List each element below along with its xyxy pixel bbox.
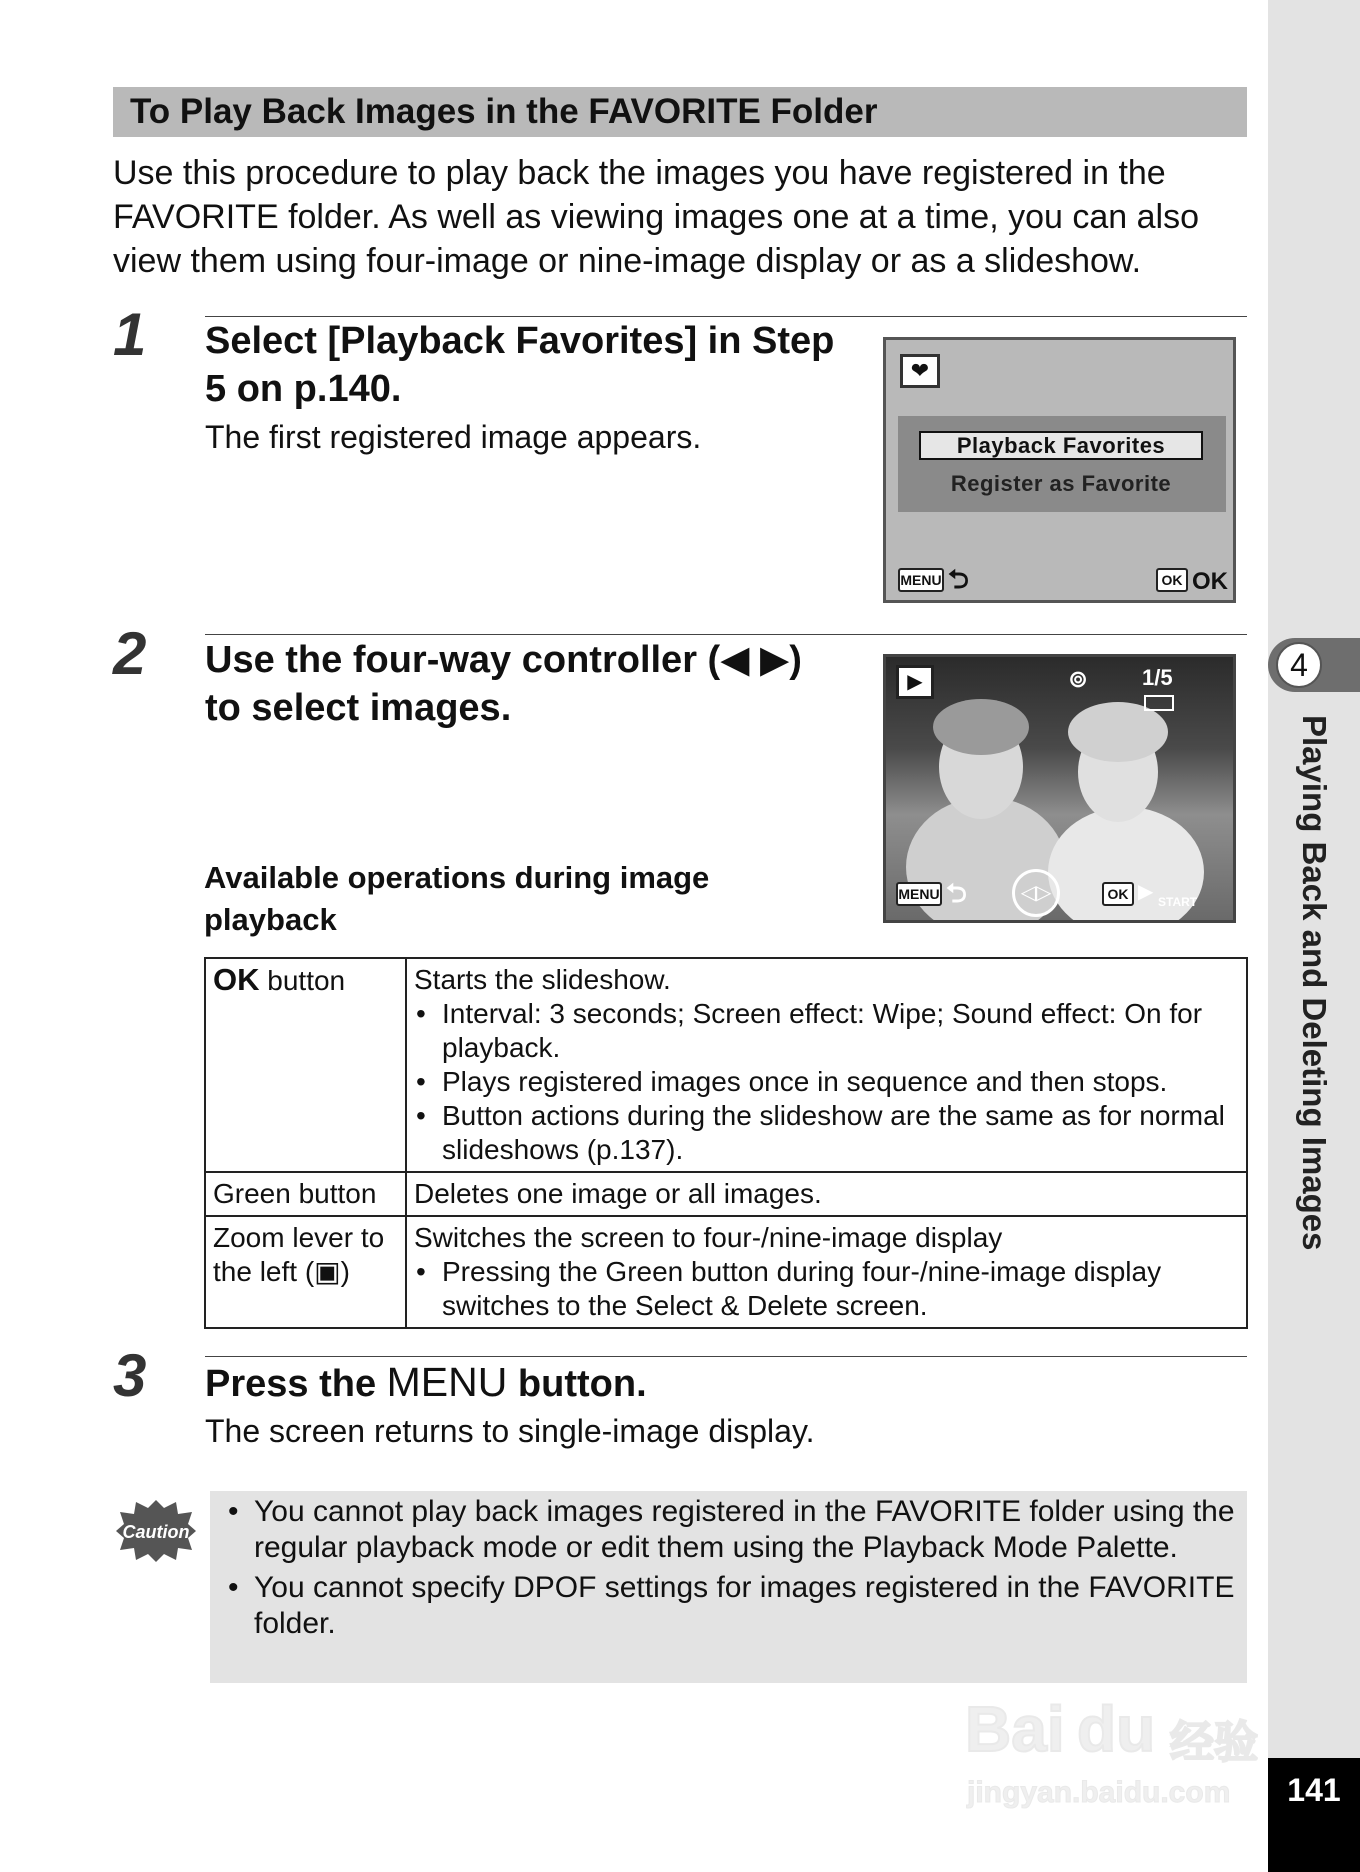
watermark-brand: Bai (965, 1693, 1065, 1765)
list-item: • Plays registered images once in sequence and then stops. (442, 1065, 1240, 1099)
page-number: 141 (1287, 1772, 1341, 1808)
step-title-text: Press the (205, 1363, 387, 1405)
step-title (205, 1358, 647, 1408)
baidu-watermark (965, 1672, 1265, 1822)
step-number: 2 (113, 620, 147, 687)
chapter-number: 4 (1276, 642, 1322, 688)
playback-favorite-icon: ▶ (896, 665, 934, 699)
description-cell (406, 958, 1247, 1172)
multi-image-display-icon: ▣ (314, 1256, 341, 1287)
list-item: • Button actions during the slideshow are the same as for normal slideshows (p.137). (442, 1099, 1240, 1167)
step-number: 3 (113, 1342, 147, 1409)
menu-key-label: MENU (386, 1359, 508, 1405)
chapter-title: Playing Back and Deleting Images (1296, 715, 1333, 1251)
child-right-hair (1068, 702, 1168, 762)
caution-badge-label: Caution (122, 1522, 190, 1542)
caution-badge (116, 1500, 196, 1562)
child-left-hair (933, 699, 1029, 755)
children-photo (886, 657, 1233, 920)
operations-subtitle: Available operations during image playback (204, 860, 710, 937)
list-item: • You cannot play back images registered in the FAVORITE folder using the regular playback mode or edit them using the Playback Mode Palette. (254, 1494, 1264, 1566)
table-row (205, 1216, 1247, 1328)
bullet-list (414, 997, 1240, 1167)
menu-item-register-favorite[interactable]: Register as Favorite (950, 471, 1172, 496)
description-text: Switches the screen to four-/nine-image display (414, 1222, 1003, 1253)
list-item: • You cannot specify DPOF settings for images registered in the FAVORITE folder. (254, 1570, 1264, 1642)
description-text: Starts the slideshow. (414, 964, 671, 995)
back-arrow-icon: ⮌ (946, 878, 967, 908)
slideshow-play-icon: ▶ (1138, 881, 1154, 903)
menu-key-icon: MENU (896, 882, 942, 906)
battery-icon (1144, 695, 1174, 711)
favorite-folder-icon: ❤ (900, 354, 940, 388)
step-title-line: Select [Playback Favorites] in Step (205, 320, 835, 362)
control-cell (205, 1216, 406, 1328)
intro-paragraph: Use this procedure to play back the images you have registered in the FAVORITE folder. As well as viewing images one at a time, you can also view them using four-image or nine-image display or as a slideshow. (113, 154, 1199, 280)
description-cell: Deletes one image or all images. (406, 1172, 1247, 1216)
step-description: The first registered image appears. (205, 419, 702, 455)
list-item: • Pressing the Green button during four-/nine-image display switches to the Select & Delete screen. (442, 1255, 1240, 1323)
control-cell (205, 958, 406, 1172)
step-description: The screen returns to single-image display. (205, 1413, 815, 1449)
back-arrow-icon: ⮌ (948, 564, 969, 594)
table-row (205, 958, 1247, 1172)
ok-label: OK (1192, 568, 1228, 595)
step-divider (205, 1356, 1247, 1357)
step-title (205, 636, 802, 732)
image-counter: 1/5 (1142, 665, 1173, 690)
step-number: 1 (113, 301, 147, 368)
control-label: Zoom lever to the left ( (213, 1222, 385, 1287)
list-item: • Interval: 3 seconds; Screen effect: Wipe; Sound effect: On for playback. (442, 997, 1240, 1065)
control-label-end: ) (340, 1256, 350, 1287)
four-way-controller-icon: ◁▷ (1012, 869, 1060, 917)
step-divider (205, 634, 1247, 635)
operations-table (204, 957, 1248, 1329)
camera-playback-screen (883, 654, 1236, 923)
bullet-list (414, 1255, 1240, 1323)
table-row (205, 1172, 1247, 1216)
caution-list (228, 1494, 1264, 1646)
menu-key-icon: MENU (898, 568, 944, 592)
ok-key-icon: OK (1156, 568, 1188, 592)
control-label: button (259, 965, 346, 996)
menu-item-playback-favorites[interactable]: Playback Favorites (919, 431, 1203, 460)
description-cell (406, 1216, 1247, 1328)
step-title-text: button. (507, 1363, 647, 1405)
protect-icon: ⊚ (1068, 666, 1089, 693)
ok-key-icon: OK (1102, 882, 1134, 906)
step-title (205, 317, 834, 413)
step-title-line: Use the four-way controller (◀ ▶) (205, 639, 802, 681)
section-title: To Play Back Images in the FAVORITE Folder (130, 92, 878, 131)
watermark-url: jingyan.baidu.com (967, 1776, 1231, 1809)
start-label: START (1158, 895, 1198, 909)
step-title-line: 5 on p.140. (205, 368, 402, 410)
watermark-brand-second: du (1077, 1693, 1156, 1765)
step-title-line: to select images. (205, 687, 512, 729)
watermark-cn: 经验 (1170, 1718, 1258, 1767)
control-cell: Green button (205, 1172, 406, 1216)
camera-menu-screen (883, 337, 1236, 603)
ok-key-label: OK (213, 962, 260, 997)
